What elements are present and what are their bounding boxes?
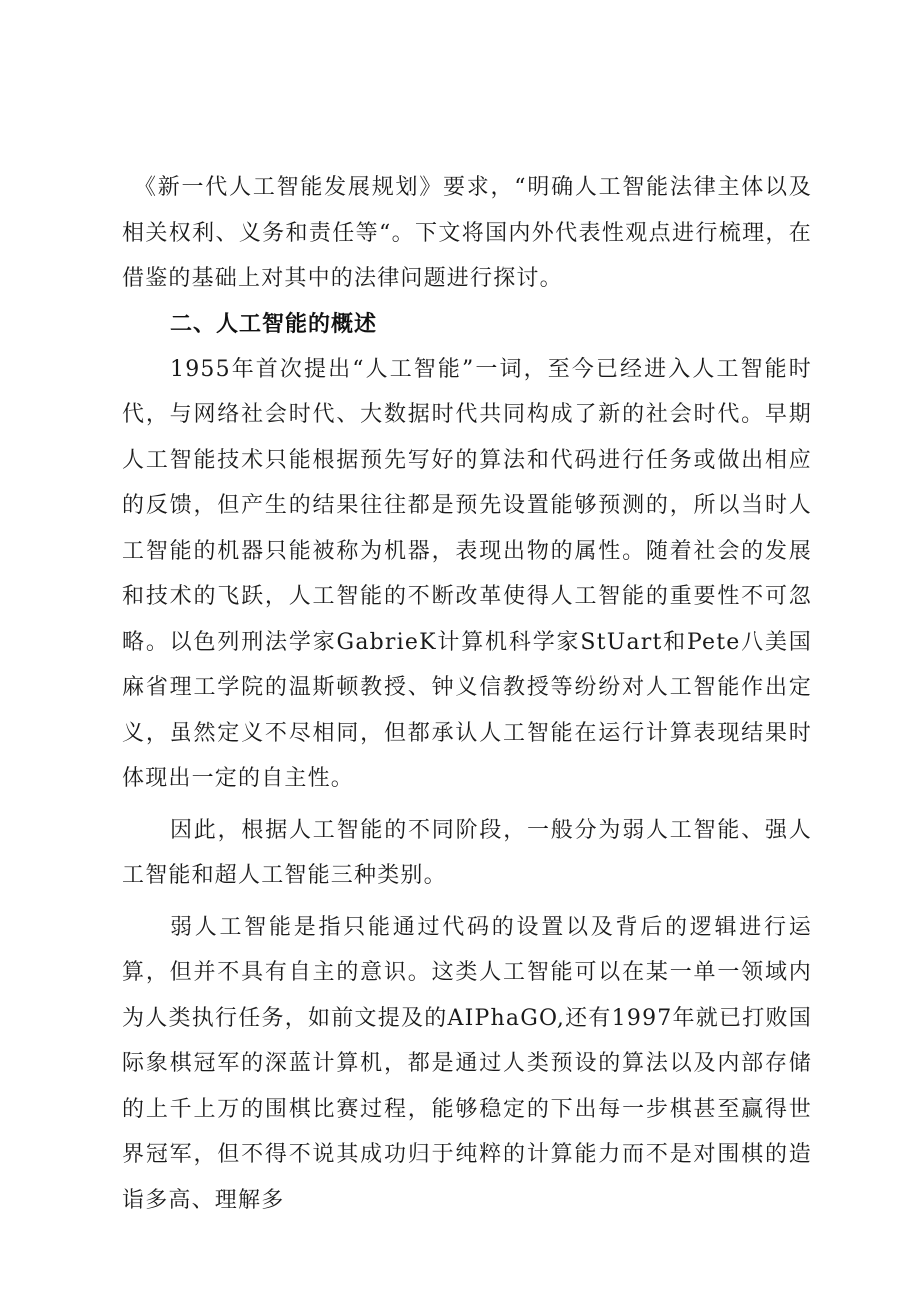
paragraph-weak-ai: 弱人工智能是指只能通过代码的设置以及背后的逻辑进行运算，但并不具有自主的意识。这类人工智能可以在某一单一领域内为人类执行任务，如前文提及的AIPhaGO,还有1997年就已打败国际象棋冠军的深蓝计算机，都是通过人类预设的算法以及内部存储的上千上万的围棋比赛过程，能够稳定的下出每一步棋甚至赢得世界冠军，但不得不说其成功归于纯粹的计算能力而不是对围棋的造诣多高、理解多 — [122, 914, 812, 1213]
paragraph-classification: 因此，根据人工智能的不同阶段，一般分为弱人工智能、强人工智能和超人工智能三种类别。 — [122, 817, 812, 888]
document-body — [122, 165, 812, 1223]
paragraph-continuation: 《新一代人工智能发展规划》要求，“明确人工智能法律主体以及相关权利、义务和责任等“。下文将国内外代表性观点进行梳理，在借鉴的基础上对其中的法律问题进行探讨。 — [122, 175, 812, 291]
paragraph-overview: 1955年首次提出“人工智能”一词，至今已经进入人工智能时代，与网络社会时代、大数据时代共同构成了新的社会时代。早期人工智能技术只能根据预先写好的算法和代码进行任务或做出相应的反馈，但产生的结果往往都是预先设置能够预测的，所以当时人工智能的机器只能被称为机器，表现出物的属性。随着社会的发展和技术的飞跃，人工智能的不断改革使得人工智能的重要性不可忽略。以色列刑法学家GabrieK计算机科学家StUart和Pete八美国麻省理工学院的温斯顿教授、钟义信教授等纷纷对人工智能作出定义，虽然定义不尽相同，但都承认人工智能在运行计算表现结果时体现出一定的自主性。 — [122, 356, 812, 791]
section-heading: 二、人工智能的概述 — [170, 311, 378, 337]
